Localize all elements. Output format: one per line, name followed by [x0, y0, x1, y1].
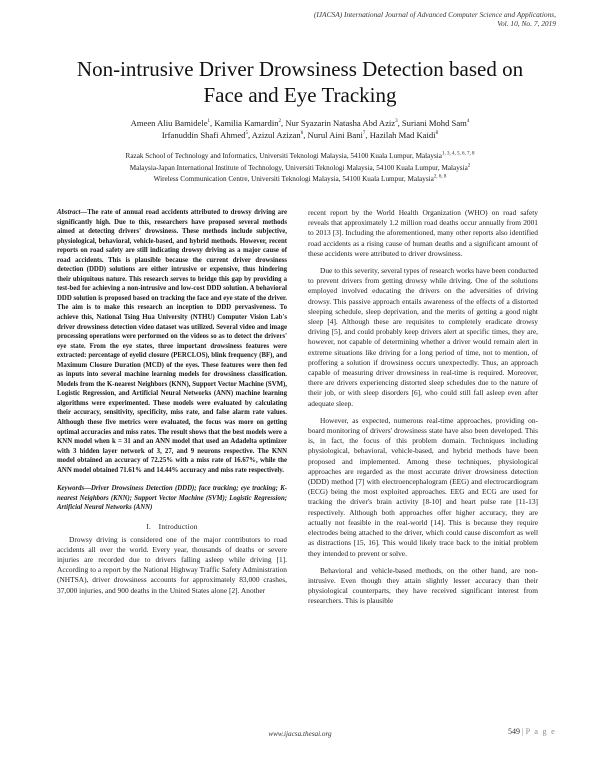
affiliation-list — [40, 151, 560, 186]
keywords-text: —Driver Drowsiness Detection (DDD); face tracking; eye tracking; K-nearest Neighbors (KNN); Support Vector Machine (SVM); Logistic Regression; Artificial Neural Networks (ANN) — [57, 485, 287, 512]
title-line-2: Face and Eye Tracking — [203, 83, 397, 107]
page-number — [508, 727, 556, 736]
author-affiliation-mark: 1 — [207, 119, 211, 125]
affiliation — [40, 151, 560, 163]
affiliation-mark: 2 — [467, 163, 471, 169]
body-paragraph: Due to this severity, several types of research works have been conducted to prevent drivers from getting drowsy while driving. One of the solutions employed involved educating the drivers on the adversities of driving drowsy. This passive approach entails awareness of the effects of a distorted sleeping schedule, sleep deprivation, and the merits of getting a good night sleep [4]. Although these are requisites to completely eradicate drowsy driving [5], and could probably keep drivers alert at specific times, they are, however, not capable of determining whether a driver would remain alert in extreme situations like driving for a long period of time, not to mention, of proffering a solution if drowsiness occurs unexpectedly. Thus, an approach capable of measuring driver drowsiness in real-time is required. Moreover, there are drivers experiencing distorted sleep schedules due to the nature of their job, or with sleep disorders [6], who could still fall asleep even after adequate sleep. — [308, 266, 538, 408]
paper-title — [40, 56, 560, 108]
affiliation-text: Wireless Communication Centre, Universiti Teknologi Malaysia, 54100 Kuala Lumpur, Malaysia — [153, 175, 434, 184]
author-name: Nurul Aini Bani — [307, 129, 363, 140]
author-affiliation-mark: 5 — [245, 130, 248, 136]
affiliation-text: Razak School of Technology and Informatics, Universiti Teknologi Malaysia, 54100 Kuala Lumpur, Malaysia — [125, 152, 442, 160]
abstract — [57, 208, 287, 475]
page-word: P a g e — [525, 727, 556, 736]
author-line-2: Irfanuddin Shafi Ahmed$^5$, Azizul Azizan$^6$, Nurul Aini Bani$^7$, Hazilah Mad Kaidi$^8$ — [161, 129, 439, 140]
author-name: Kamilia Kamardin — [214, 118, 279, 128]
page-number-value: 549 — [508, 727, 521, 736]
author-affiliation-mark: 3 — [395, 119, 398, 125]
author-name: Suriani Mohd Sam — [401, 118, 467, 128]
right-column — [308, 208, 538, 614]
keywords — [57, 484, 287, 512]
footer-url: www.ijacsa.thesai.org — [268, 730, 332, 738]
author-name: Irfanuddin Shafi Ahmed — [161, 129, 246, 140]
section-heading-introduction: I. Introduction — [146, 521, 198, 531]
author-affiliation-mark: 6 — [300, 130, 304, 136]
author-name: Hazilah Mad Kaidi — [369, 129, 436, 140]
title-line-1: Non-intrusive Driver Drowsiness Detection based on — [76, 57, 524, 81]
author-line-1: Ameen Aliu Bamidele$^1$, Kamilia Kamardin$^2$, Nur Syazarin Natasha Abd Aziz$^3$, Suriani Mohd Sam$^4$ — [130, 118, 470, 128]
body-paragraph: Behavioral and vehicle-based methods, on the other hand, are non-intrusive. Even though they attain slightly lesser accuracy than their physiological counterparts, they have received significant interest from researchers. This is plausible — [308, 565, 538, 606]
author-list — [40, 118, 560, 141]
body-paragraph: However, as expected, numerous real-time approaches, providing on-board monitoring of drivers' drowsiness state have also been developed. This is, in fact, the focus of this problem domain. Techniques including physiological, behavioral, vehicle-based, and hybrid methods have been proposed and implemented. Among these techniques, physiological approaches are regarded as the most accurate driver drowsiness detection (DDD) method [7] with electroencephalogram (EEG) and electrocardiogram (ECG) being the most exploited approaches. EEG and ECG are used for tracking the driver's brain activity [8-10] and heart pulse rate [11-13] respectively. Although both approaches offer higher accuracy, they are actually not feasible in the real-world [14]. This is because they require electrodes being attached to the driver, which could cause discomfort as well as distractions [15, 16]. This would likely trace back to the initial problem they intended to prevent or solve. — [308, 415, 538, 558]
running-header — [136, 10, 556, 28]
keywords-label: Keywords — [57, 485, 85, 493]
journal-volume: Vol. 10, No. 7, 2019 — [497, 19, 556, 29]
author-name: Nur Syazarin Natasha Abd Aziz — [285, 118, 396, 128]
journal-name: (IJACSA) International Journal of Advanced Computer Science and Applications, — [313, 10, 556, 19]
affiliation-mark: 1, 3, 4, 5, 6, 7, 8 — [441, 151, 475, 157]
affiliation-text: Malaysia-Japan International Institute of Technology, Universiti Teknologi Malaysia, 54100 Kuala Lumpur, Malaysia — [129, 163, 468, 172]
abstract-label: Abstract — [57, 209, 81, 216]
author-affiliation-mark: 7 — [362, 130, 366, 136]
author-name: Ameen Aliu Bamidele — [130, 118, 208, 128]
page-separator: | — [522, 727, 524, 736]
author-name: Azizul Azizan — [251, 129, 301, 140]
left-column — [57, 208, 287, 603]
affiliation-mark: 2, 6, 8 — [433, 174, 447, 180]
intro-paragraph: Drowsy driving is considered one of the major contributors to road accidents all over the world. Every year, thousands of deaths or severe injuries are recorded due to drivers falling asleep while driving [1]. According to a report by the National Highway Traffic Safety Administration (NHTSA), driver drowsiness accounts for approximately 83,000 crashes, 37,000 injuries, and 900 deaths in the United States alone [2]. Another — [57, 534, 287, 595]
affiliation — [40, 163, 560, 175]
author-affiliation-mark: 2 — [278, 119, 282, 125]
affiliation — [40, 174, 560, 186]
abstract-text: —The rate of annual road accidents attributed to drowsy driving are significantly high. Due to this, researchers have proposed several methods aimed at detecting drivers' drowsiness. These methods include subjective, physiological, behavioral, vehicle-based, and hybrid methods. However, recent reports on road safety are still indicating drowsy driving as a major cause of road accidents. This is plausible because the current driver drowsiness detection (DDD) solutions are either intrusive or expensive, thus hindering their ubiquitous nature. This research serves to bridge this gap by providing a test-bed for achieving a non-intrusive and low-cost DDD solution. A behavioral DDD solution is proposed based on tracking the face and eye state of the driver. The aim is to make this research an inception to DDD pervasiveness. To achieve this, National Tsing Hua University (NTHU) Computer Vision Lab's driver drowsiness detection video dataset was utilized. Several video and image processing operations were performed on the videos so as to detect the drivers' eye state. From the eye states, three important drowsiness features were extracted: percentage of eyelid closure (PERCLOS), blink frequency (BF), and Maximum Closure Duration (MCD) of the eyes. These features were then fed as inputs into several machine learning models for drowsiness classification. Models from the K-nearest Neighbors (KNN), Support Vector Machine (SVM), Logistic Regression, and Artificial Neural Networks (ANN) machine learning algorithms were experimented. These models were evaluated by calculating their accuracy, sensitivity, specificity, miss rate, and false alarm rate values. Although these five metrics were evaluated, the focus was more on getting optimal accuracies and miss rates. The result shows that the best models were a KNN model when k = 31 and an ANN model that used an Adadelta optimizer with 3 hidden layer network of 3, 27, and 9 neurons respective. The KNN model obtained an accuracy of 72.25% with a miss rate of 16.67%, while the ANN model obtained 71.61% and 14.44% accuracy and miss rate respectively. — [57, 209, 287, 474]
author-affiliation-mark: 4 — [466, 119, 470, 125]
author-affiliation-mark: 8 — [435, 130, 439, 136]
body-paragraph: recent report by the World Health Organization (WHO) on road safety reveals that approximately 1.2 million road deaths occur annually from 2001 to 2013 [3]. Including the aforementioned, many other reports also identified road accidents as a rising cause of human deaths and a significant amount of these accidents were attributed to driver drowsiness. — [308, 208, 538, 258]
